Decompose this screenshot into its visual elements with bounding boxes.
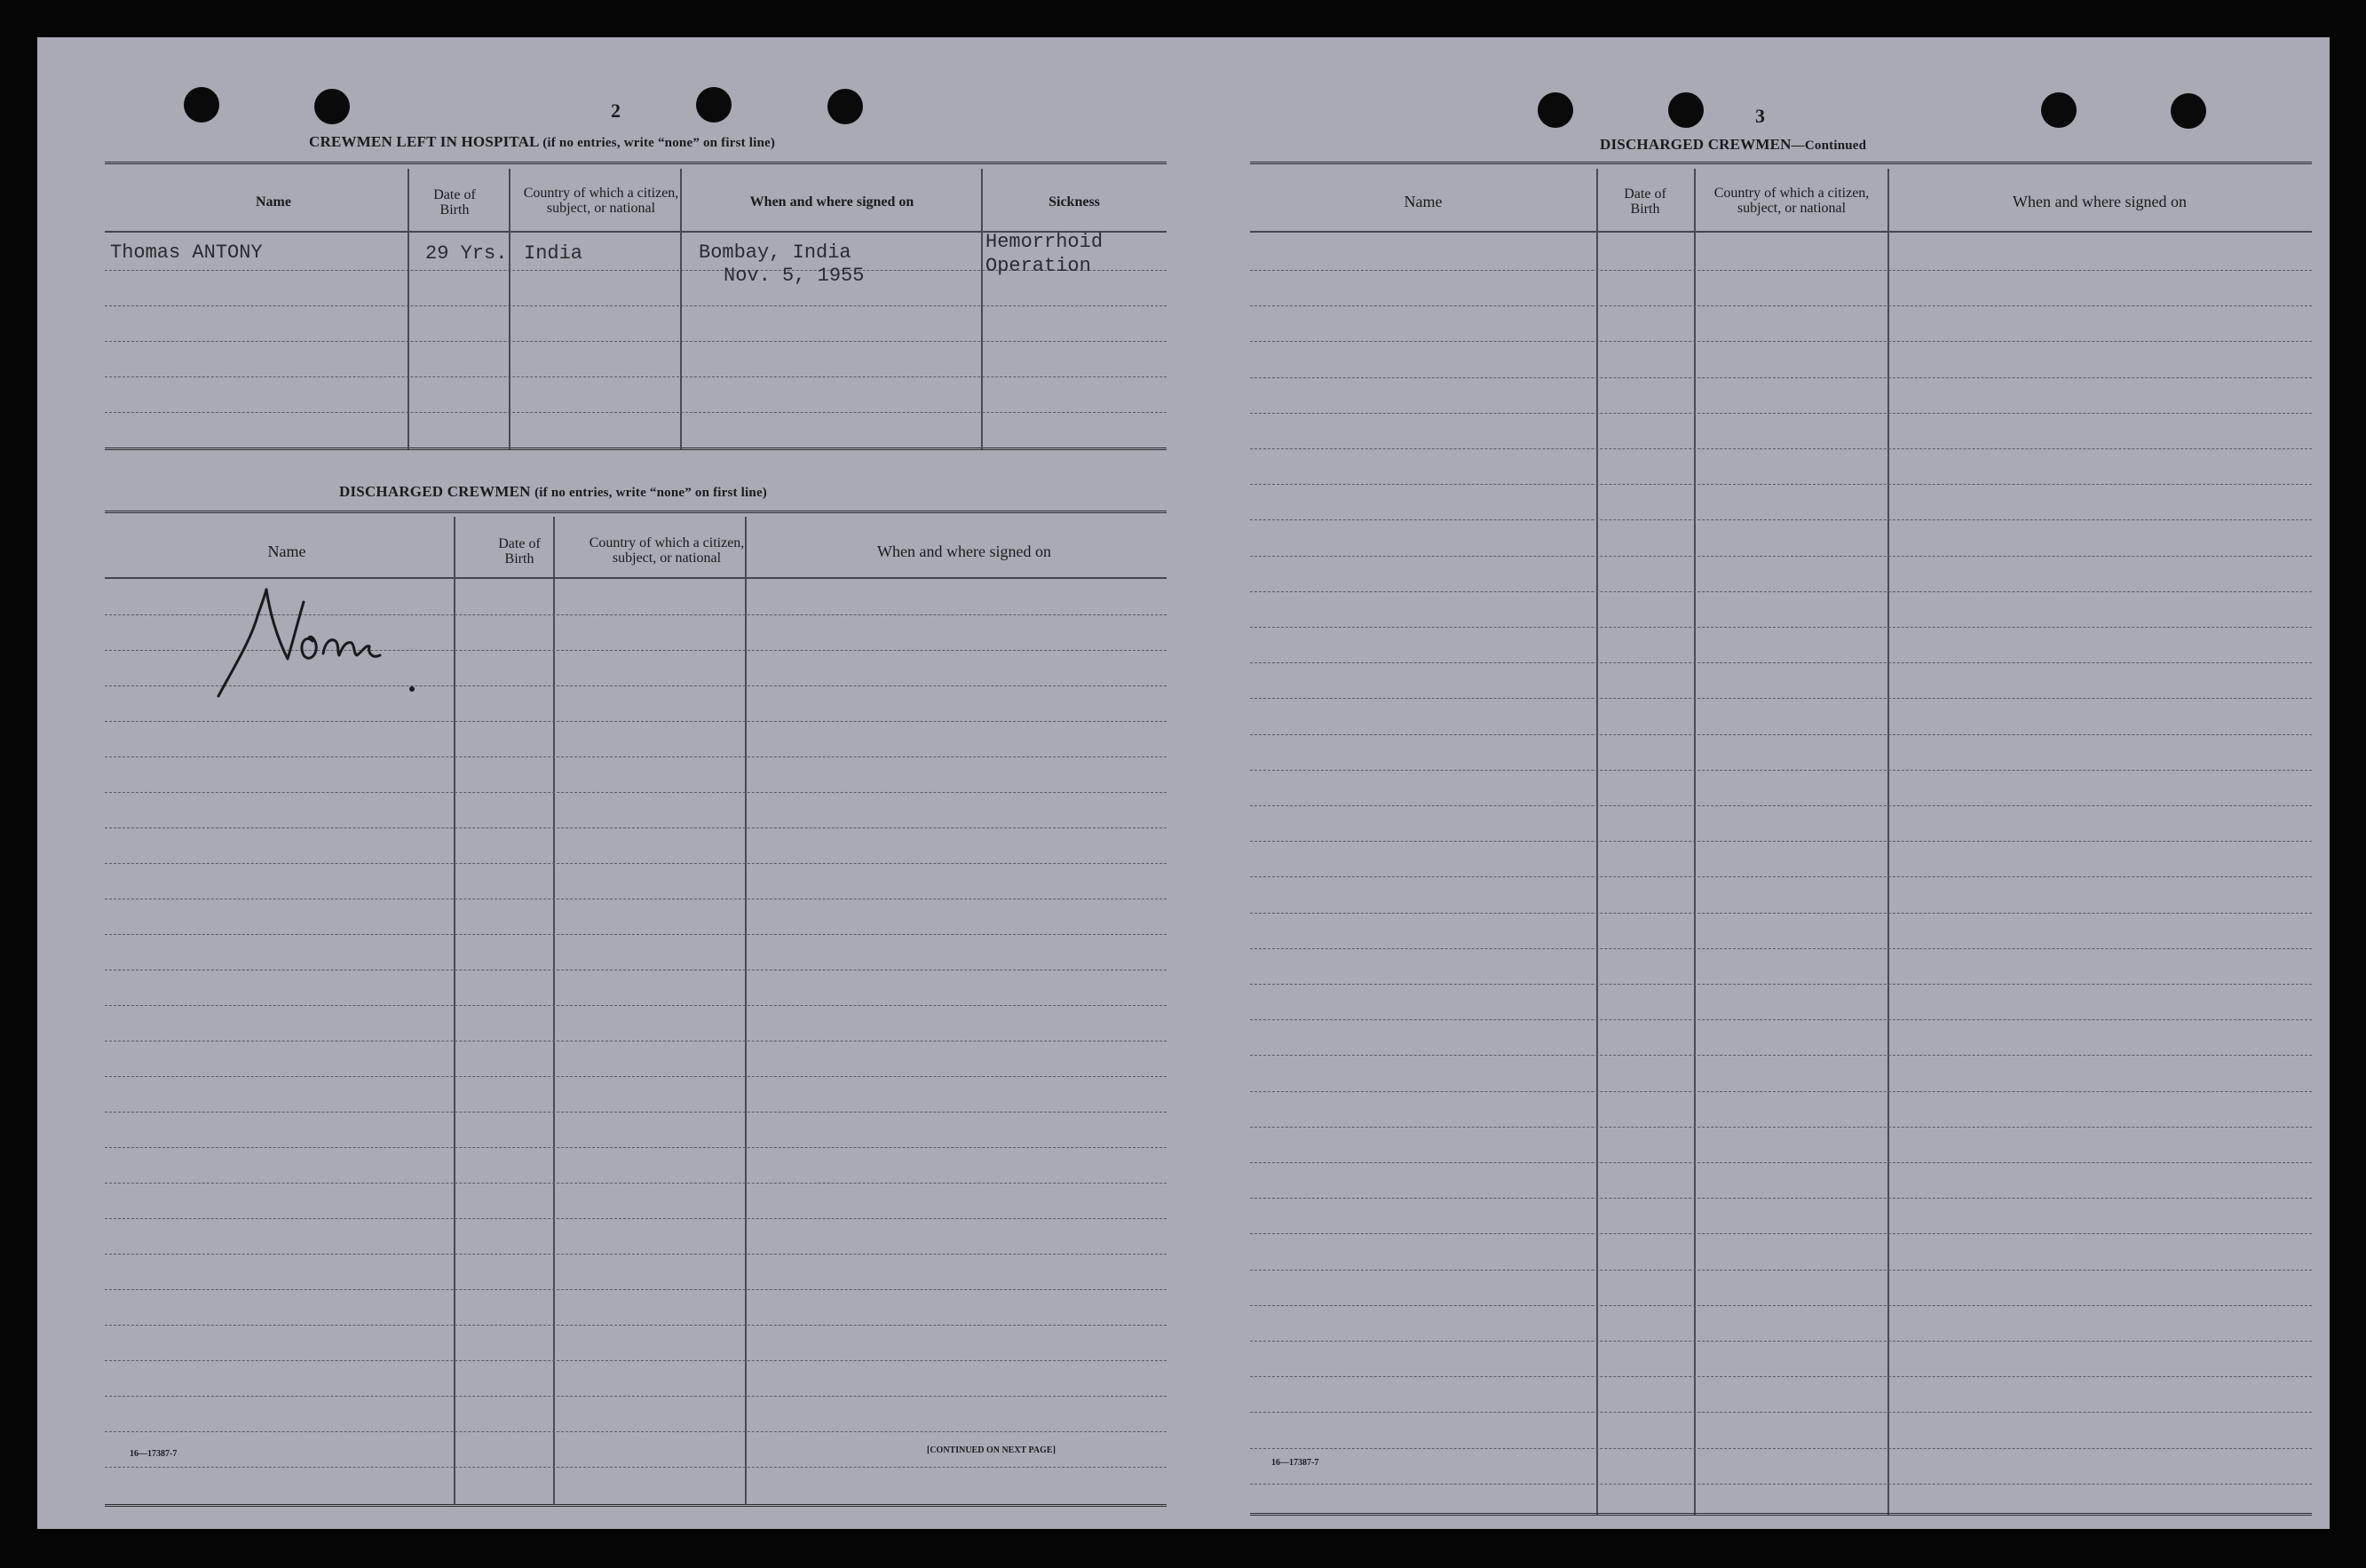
right-row-line [1250, 1484, 2312, 1485]
discharged-title: DISCHARGED CREWMEN [339, 483, 531, 500]
right-row-line [1250, 305, 2312, 306]
right-row-line [1250, 662, 2312, 663]
right-row-line [1250, 627, 2312, 628]
right-row-line [1250, 1270, 2312, 1271]
right-row-line [1250, 734, 2312, 735]
right-section-title [1600, 136, 1866, 154]
discharged-row-line [105, 1325, 1167, 1326]
right-row-line [1250, 698, 2312, 699]
discharged-row-line [105, 1467, 1167, 1468]
punch-hole [696, 87, 732, 123]
discharged-row-line [105, 792, 1167, 793]
hospital-entry-signed-place: Bombay, India [699, 242, 851, 264]
hospital-instruction: (if no entries, write “none” on first line) [542, 136, 776, 150]
discharged-header-name: Name [267, 542, 306, 560]
right-row-line [1250, 805, 2312, 806]
hospital-header-name: Name [256, 194, 291, 210]
right-bottom-rule [1250, 1513, 2312, 1518]
hospital-entry-name: Thomas ANTONY [110, 242, 263, 264]
hospital-row-line [105, 376, 1167, 377]
hospital-header-country: Country of which a citizen, subject, or national [523, 186, 679, 216]
hospital-col-line [680, 169, 682, 449]
punch-hole [184, 87, 219, 123]
right-row-line [1250, 413, 2312, 414]
right-row-line [1250, 1412, 2312, 1413]
right-row-line [1250, 984, 2312, 985]
right-row-line [1250, 841, 2312, 842]
right-row-line [1250, 591, 2312, 592]
hospital-row-line [105, 305, 1167, 306]
hospital-bottom-rule [105, 447, 1167, 453]
discharged-row-line [105, 1147, 1167, 1148]
discharged-row-line [105, 1112, 1167, 1113]
hospital-entry-signed-date: Nov. 5, 1955 [724, 265, 865, 287]
right-row-line [1250, 519, 2312, 520]
right-row-line [1250, 770, 2312, 771]
discharged-row-line [105, 721, 1167, 722]
discharged-row-line [105, 1218, 1167, 1219]
document-paper [37, 37, 2330, 1529]
hospital-header-dob: Date of Birth [433, 187, 476, 218]
discharged-row-line [105, 756, 1167, 757]
right-row-line [1250, 1198, 2312, 1199]
right-header-name: Name [1404, 192, 1443, 210]
punch-hole [1538, 92, 1573, 128]
hospital-row-line [105, 412, 1167, 413]
right-col-line [1887, 169, 1889, 1515]
right-header-dob: Date of Birth [1624, 186, 1666, 217]
hospital-entry-dob: 29 Yrs. [425, 242, 508, 265]
page-number-left: 2 [611, 99, 621, 122]
discharged-header-dob: Date of Birth [498, 536, 541, 566]
discharged-row-line [105, 934, 1167, 935]
hospital-entry-sickness-1: Hemorrhoid [985, 231, 1104, 253]
right-row-line [1250, 377, 2312, 378]
right-title-suffix: —Continued [1791, 139, 1867, 153]
right-col-line [1694, 169, 1696, 1515]
form-number-left: 16—17387-7 [130, 1449, 178, 1459]
right-col-line [1596, 169, 1598, 1515]
hospital-col-line [981, 169, 983, 449]
punch-hole [2041, 92, 2077, 128]
right-row-line [1250, 484, 2312, 485]
hospital-title: CREWMEN LEFT IN HOSPITAL [309, 133, 539, 150]
discharged-top-rule [105, 511, 1167, 516]
right-row-line [1250, 1127, 2312, 1128]
discharged-row-line [105, 863, 1167, 864]
right-row-line [1250, 1341, 2312, 1342]
right-row-line [1250, 448, 2312, 449]
discharged-bottom-rule [105, 1504, 1167, 1509]
punch-hole [314, 89, 350, 124]
hospital-header-when-where: When and where signed on [749, 194, 914, 210]
handwritten-none [206, 570, 472, 703]
discharged-row-line [105, 1005, 1167, 1006]
right-row-line [1250, 876, 2312, 877]
form-number-right: 16—17387-7 [1271, 1458, 1319, 1468]
hospital-top-rule [105, 162, 1167, 167]
discharged-header-when-where: When and where signed on [877, 542, 1051, 560]
right-top-rule [1250, 162, 2312, 167]
right-row-line [1250, 948, 2312, 949]
right-row-line [1250, 913, 2312, 914]
discharged-col-line [553, 517, 555, 1504]
right-header-rule [1250, 231, 2312, 233]
punch-hole [2171, 93, 2206, 129]
punch-hole [827, 89, 863, 124]
hospital-col-line [509, 169, 510, 449]
page-number-right: 3 [1755, 105, 1765, 127]
continued-note: [CONTINUED ON NEXT PAGE] [927, 1445, 1056, 1455]
right-header-when-where: When and where signed on [2013, 192, 2187, 210]
discharged-row-line [105, 1254, 1167, 1255]
discharged-row-line [105, 1183, 1167, 1184]
discharged-instruction: (if no entries, write “none” on first line) [534, 486, 768, 500]
right-row-line [1250, 1019, 2312, 1020]
right-row-line [1250, 1305, 2312, 1306]
hospital-header-sickness: Sickness [1048, 194, 1100, 210]
hospital-entry-sickness-2: Operation [985, 255, 1091, 277]
discharged-row-line [105, 1360, 1167, 1361]
discharged-row-line [105, 1289, 1167, 1290]
right-row-line [1250, 1448, 2312, 1449]
hospital-entry-country: India [524, 242, 583, 265]
hospital-section-title [309, 133, 775, 151]
right-header-country: Country of which a citizen, subject, or national [1713, 186, 1870, 216]
discharged-row-line [105, 1396, 1167, 1397]
hospital-row-line [105, 341, 1167, 342]
discharged-section-title [339, 483, 767, 501]
right-row-line [1250, 1233, 2312, 1234]
right-row-line [1250, 1055, 2312, 1056]
right-row-line [1250, 556, 2312, 557]
right-row-line [1250, 1376, 2312, 1377]
discharged-header-country: Country of which a citizen, subject, or national [589, 535, 745, 566]
hospital-col-line [408, 169, 409, 449]
right-row-line [1250, 1162, 2312, 1163]
right-row-line [1250, 1091, 2312, 1092]
discharged-row-line [105, 1431, 1167, 1432]
right-row-line [1250, 270, 2312, 271]
punch-hole [1668, 92, 1704, 128]
discharged-col-line [745, 517, 747, 1504]
right-row-line [1250, 341, 2312, 342]
right-title: DISCHARGED CREWMEN [1600, 136, 1792, 153]
discharged-row-line [105, 1076, 1167, 1077]
